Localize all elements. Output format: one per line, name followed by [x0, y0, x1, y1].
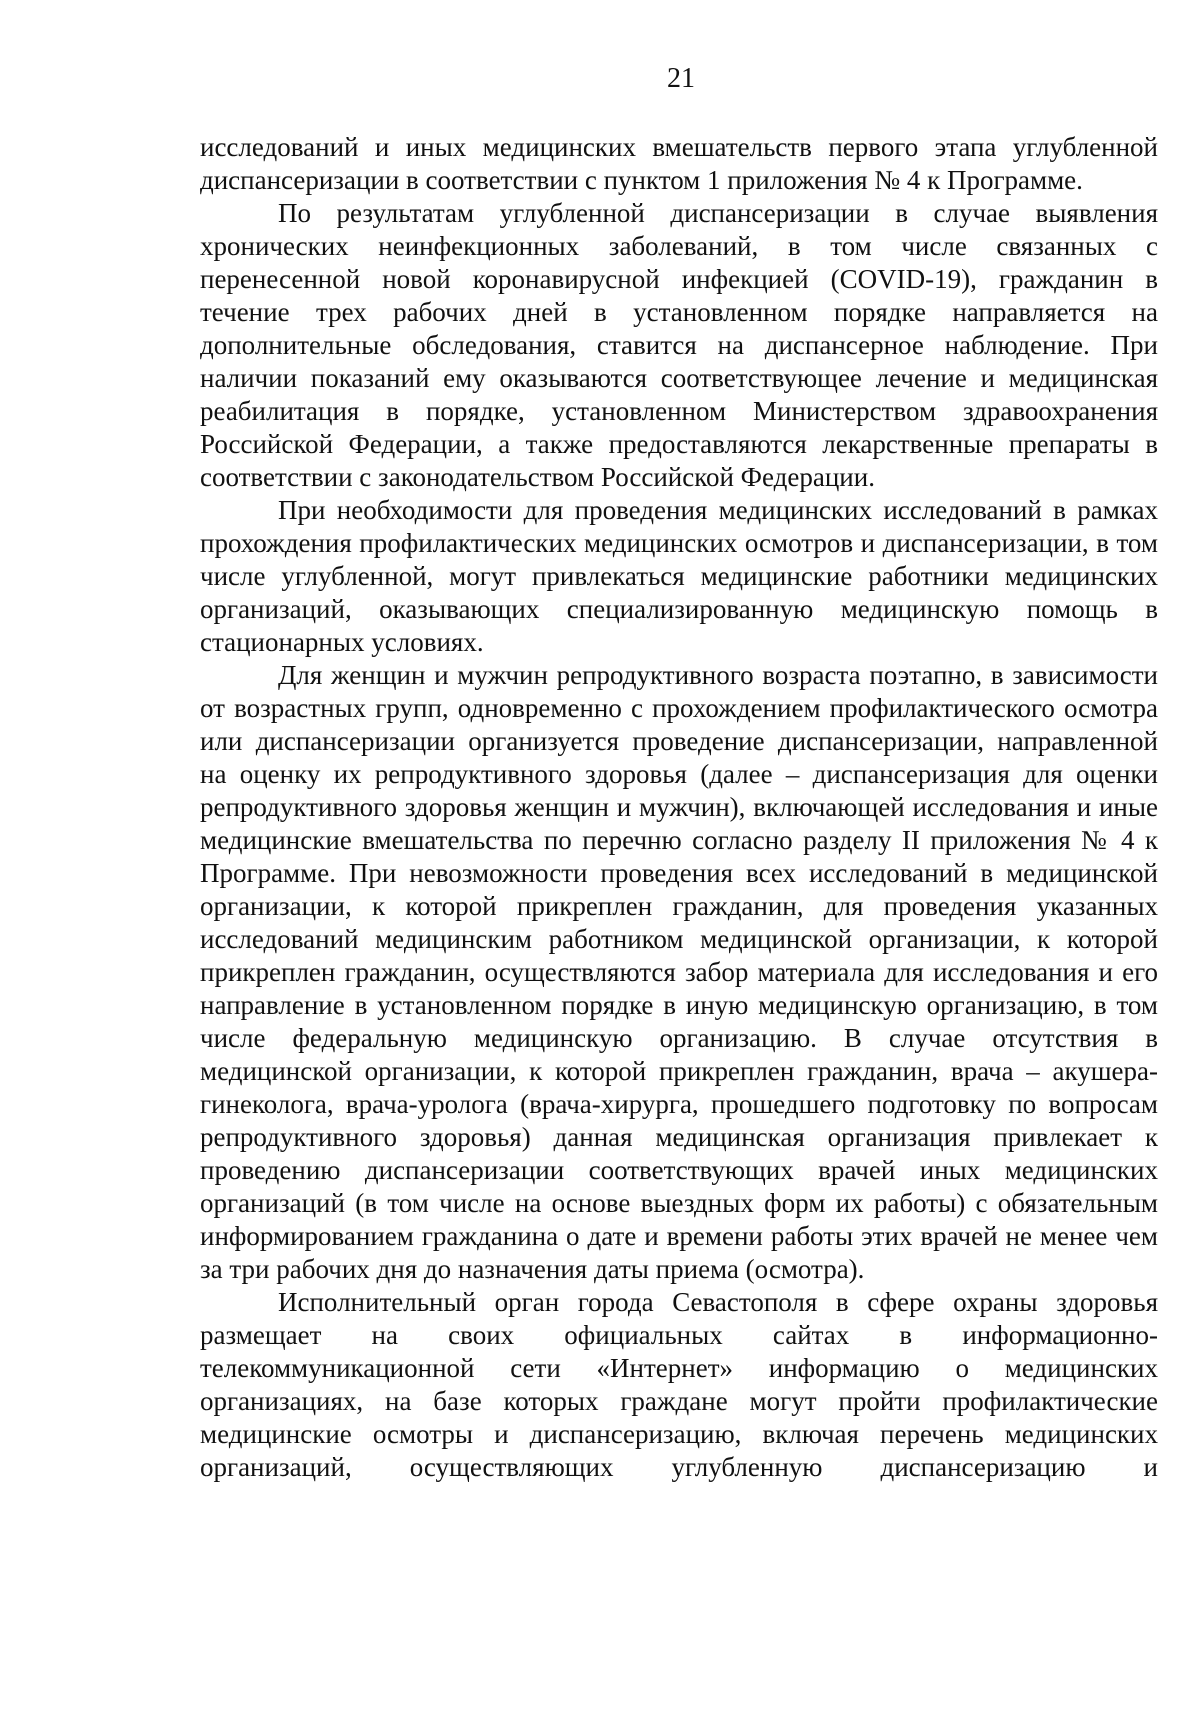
paragraph-4: Для женщин и мужчин репродуктивного возраста поэтапно, в зависимости от возрастных групп, одновременно с прохождением профилактического осмотра или диспансеризации организуется проведение диспансеризации, направленной на оценку их репродуктивного здоровья (далее – диспансеризация для оценки репродуктивного здоровья женщин и мужчин), включающей исследования и иные медицинские вмешательства по перечню согласно разделу II приложения № 4 к Программе. При невозможности проведения всех исследований в медицинской организации, к которой прикреплен гражданин, для проведения указанных исследований медицинским работником медицинской организации, к которой прикреплен гражданин, осуществляются забор материала для исследования и его направление в установленном порядке в иную медицинскую организацию, в том числе федеральную медицинскую организацию. В случае отсутствия в медицинской организации, к которой прикреплен гражданин, врача – акушера-гинеколога, врача-уролога (врача-хирурга, прошедшего подготовку по вопросам репродуктивного здоровья) данная медицинская организация привлекает к проведению диспансеризации соответствующих врачей иных медицинских организаций (в том числе на основе выездных форм их работы) с обязательным информированием гражданина о дате и времени работы этих врачей не менее чем за три рабочих дня до назначения даты приема (осмотра). — [200, 660, 1158, 1284]
paragraph-2: По результатам углубленной диспансеризации в случае выявления хронических неинфекционных заболеваний, в том числе связанных с перенесенной новой коронавирусной инфекцией (COVID-19), гражданин в течение трех рабочих дней в установленном порядке направляется на дополнительные обследования, ставится на диспансерное наблюдение. При наличии показаний ему оказываются соответствующее лечение и медицинская реабилитация в порядке, установленном Министерством здравоохранения Российской Федерации, а также предоставляются лекарственные препараты в соответствии с законодательством Российской Федерации. — [200, 198, 1158, 492]
paragraph-5: Исполнительный орган города Севастополя в сфере охраны здоровья размещает на своих официальных сайтах в информационно-телекоммуникационной сети «Интернет» информацию о медицинских организациях, на базе которых граждане могут пройти профилактические медицинские осмотры и диспансеризацию, включая перечень медицинских организаций, осуществляющих углубленную диспансеризацию и — [200, 1287, 1158, 1482]
paragraph-3: При необходимости для проведения медицинских исследований в рамках прохождения профилактических медицинских осмотров и диспансеризации, в том числе углубленной, могут привлекаться медицинские работники медицинских организаций, оказывающих специализированную медицинскую помощь в стационарных условиях. — [200, 495, 1158, 657]
document-body — [200, 131, 1158, 1484]
paragraph-1: исследований и иных медицинских вмешательств первого этапа углубленной диспансеризации в соответствии с пунктом 1 приложения № 4 к Программе. — [200, 132, 1158, 195]
page-number: 21 — [667, 63, 695, 94]
